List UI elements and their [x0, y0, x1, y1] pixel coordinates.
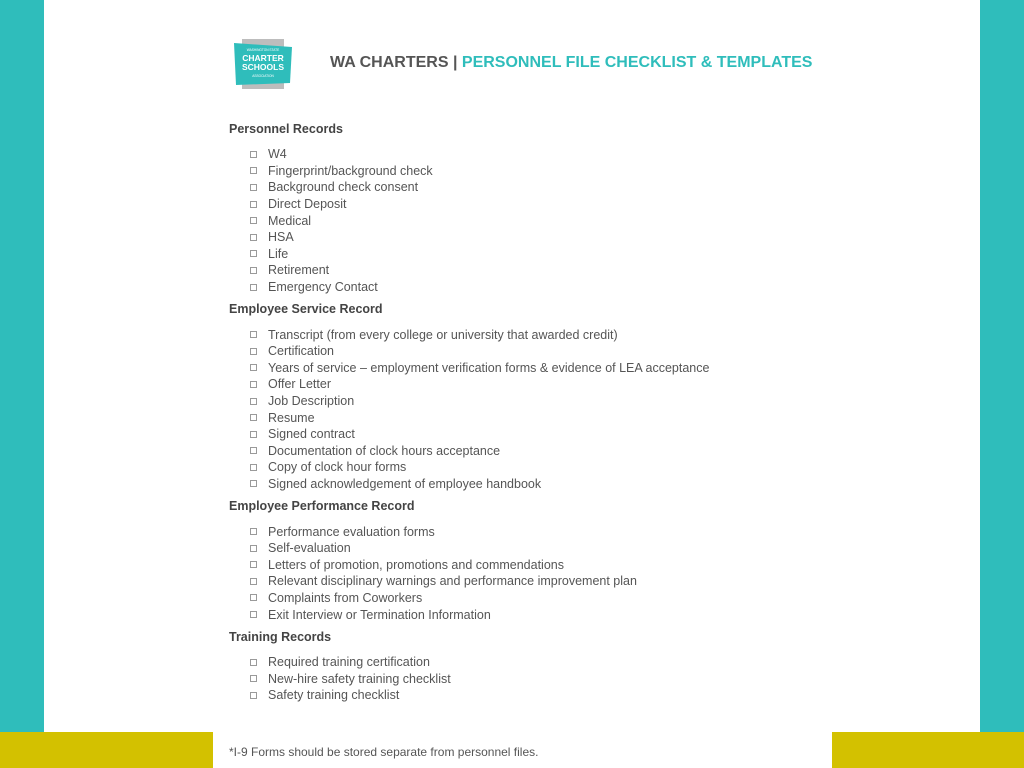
- logo-line-2: CHARTER: [242, 53, 284, 63]
- document-title: PERSONNEL FILE CHECKLIST & TEMPLATES: [461, 54, 813, 71]
- checklist-item: [229, 246, 949, 263]
- charter-schools-logo: [232, 35, 294, 93]
- checkbox[interactable]: [250, 381, 257, 388]
- checkbox[interactable]: [250, 201, 257, 208]
- checkbox[interactable]: [250, 594, 257, 601]
- checkbox[interactable]: [250, 692, 257, 699]
- checklist-item: [229, 443, 949, 460]
- checklist-item-label: Documentation of clock hours acceptance: [268, 443, 501, 458]
- checklist-item-label: Relevant disciplinary warnings and performance improvement plan: [268, 574, 637, 589]
- checklist-item: [229, 476, 949, 493]
- checkbox[interactable]: [250, 545, 257, 552]
- checklist-item-label: W4: [268, 147, 287, 162]
- checkbox[interactable]: [250, 267, 257, 274]
- checklist-item-label: HSA: [268, 230, 294, 245]
- checklist-item-label: Resume: [268, 410, 315, 425]
- checklist-item-label: Letters of promotion, promotions and commendations: [268, 557, 564, 572]
- section-heading: Employee Service Record: [229, 302, 383, 317]
- checkbox[interactable]: [250, 348, 257, 355]
- checklist: [229, 654, 949, 704]
- checkbox[interactable]: [250, 611, 257, 618]
- checklist-item-label: Certification: [268, 344, 334, 359]
- checklist-item-label: Fingerprint/background check: [268, 163, 433, 178]
- checklist-item: [229, 573, 949, 590]
- checkbox[interactable]: [250, 284, 257, 291]
- checklist-content: [229, 121, 949, 710]
- accent-bar-left: [0, 732, 213, 768]
- checklist-item: [229, 229, 949, 246]
- checklist-item: [229, 262, 949, 279]
- checkbox[interactable]: [250, 561, 257, 568]
- logo-line-3: SCHOOLS: [241, 62, 285, 72]
- checklist: [229, 523, 949, 623]
- checklist-item: [229, 163, 949, 180]
- checklist-item: [229, 426, 949, 443]
- checklist-item-label: Signed acknowledgement of employee handbook: [268, 476, 542, 491]
- checklist-item-label: Direct Deposit: [268, 197, 347, 212]
- checkbox[interactable]: [250, 151, 257, 158]
- checklist-item: [229, 146, 949, 163]
- checklist-item: [229, 556, 949, 573]
- section-heading: Training Records: [229, 629, 332, 644]
- checklist-item-label: Medical: [268, 213, 312, 228]
- checkbox[interactable]: [250, 217, 257, 224]
- checklist-item-label: Transcript (from every college or university that awarded credit): [268, 327, 618, 342]
- checkbox[interactable]: [250, 364, 257, 371]
- checkbox[interactable]: [250, 464, 257, 471]
- checkbox[interactable]: [250, 675, 257, 682]
- checkbox[interactable]: [250, 480, 257, 487]
- checklist-item: [229, 654, 949, 671]
- checklist: [229, 146, 949, 295]
- checkbox[interactable]: [250, 184, 257, 191]
- checklist-item: [229, 343, 949, 360]
- checkbox[interactable]: [250, 234, 257, 241]
- checklist-item: [229, 393, 949, 410]
- section-heading: Employee Performance Record: [229, 499, 415, 514]
- logo-line-1: WASHINGTON STATE: [246, 48, 280, 52]
- checkbox[interactable]: [250, 447, 257, 454]
- title-separator: |: [452, 54, 458, 71]
- checkbox[interactable]: [250, 528, 257, 535]
- checklist-item-label: Offer Letter: [268, 377, 331, 392]
- checklist-item: [229, 687, 949, 704]
- checklist-item: [229, 606, 949, 623]
- checklist-item: [229, 590, 949, 607]
- checkbox[interactable]: [250, 414, 257, 421]
- checklist-item: [229, 523, 949, 540]
- checklist-item-label: Emergency Contact: [268, 280, 378, 295]
- checkbox[interactable]: [250, 659, 257, 666]
- checklist-item: [229, 409, 949, 426]
- checklist-item-label: Required training certification: [268, 655, 430, 670]
- page-title: [330, 54, 812, 72]
- footnote: *I-9 Forms should be stored separate from personnel files.: [229, 745, 539, 759]
- org-name: WA CHARTERS: [330, 54, 449, 71]
- checklist-item: [229, 326, 949, 343]
- accent-bar-right: [832, 732, 1024, 768]
- checklist-item: [229, 179, 949, 196]
- checklist-item-label: Complaints from Coworkers: [268, 590, 423, 605]
- checklist-item-label: New-hire safety training checklist: [268, 671, 451, 686]
- section-heading: Personnel Records: [229, 122, 343, 136]
- checklist-item-label: Years of service – employment verification forms & evidence of LEA acceptance: [268, 360, 710, 375]
- checklist-item: [229, 212, 949, 229]
- logo-line-4: ASSOCIATION: [252, 74, 274, 78]
- checklist-item-label: Life: [268, 246, 289, 261]
- checkbox[interactable]: [250, 250, 257, 257]
- checklist-item-label: Performance evaluation forms: [268, 524, 435, 539]
- checklist-item: [229, 196, 949, 213]
- checklist-item: [229, 670, 949, 687]
- checkbox[interactable]: [250, 167, 257, 174]
- checklist-item-label: Signed contract: [268, 427, 355, 442]
- checklist-item-label: Retirement: [268, 263, 330, 278]
- checklist-item: [229, 360, 949, 377]
- checklist-item-label: Safety training checklist: [268, 688, 400, 703]
- checklist-item: [229, 459, 949, 476]
- checkbox[interactable]: [250, 578, 257, 585]
- checkbox[interactable]: [250, 398, 257, 405]
- checklist-item-label: Job Description: [268, 394, 355, 409]
- checklist-item-label: Self-evaluation: [268, 541, 351, 556]
- checklist-item-label: Background check consent: [268, 180, 419, 195]
- checklist-item: [229, 540, 949, 557]
- checkbox[interactable]: [250, 331, 257, 338]
- checklist: [229, 326, 949, 492]
- checklist-item-label: Copy of clock hour forms: [268, 460, 407, 475]
- checklist-item: [229, 376, 949, 393]
- checklist-item: [229, 279, 949, 296]
- checklist-item-label: Exit Interview or Termination Information: [268, 607, 491, 622]
- checkbox[interactable]: [250, 431, 257, 438]
